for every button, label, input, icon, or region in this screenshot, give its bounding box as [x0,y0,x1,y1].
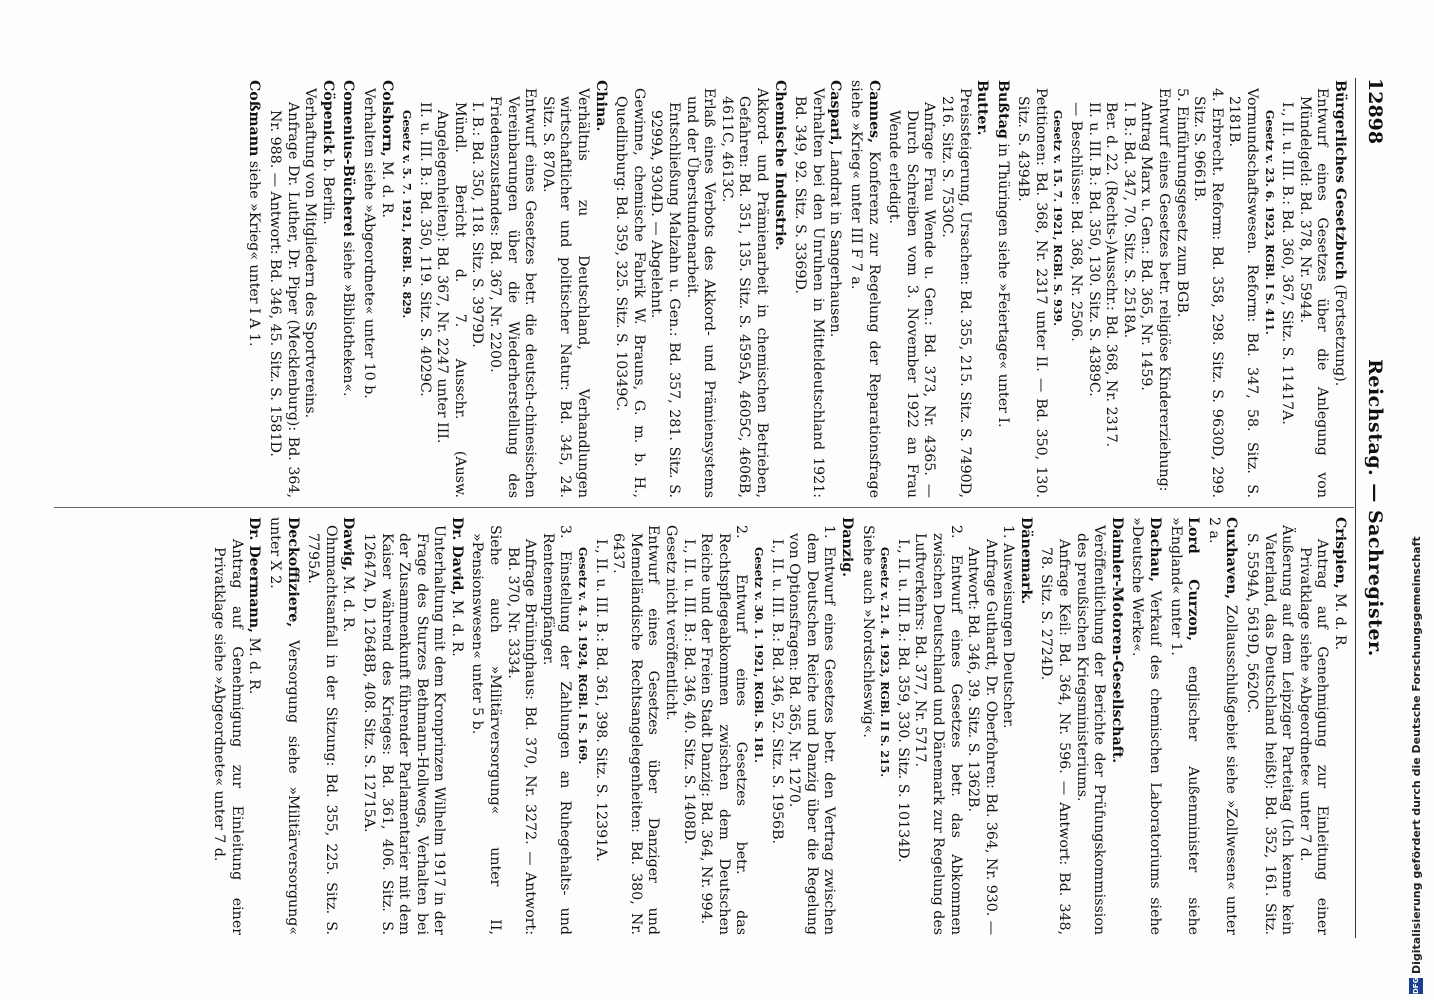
entry-heading: Comenius-Bücherei [340,80,357,237]
entry-heading: Dr. David, [448,517,465,596]
entry-heading: Daimler-Motoren-Gesellschaft. [1108,517,1125,764]
footer [1408,14,1430,994]
left-column [58,80,1348,498]
entry-subline: Akkord- und Prämienarbeit in chemischen Betrieben, Gefahren: Bd. 351, 135. Sitz. S. 4595A, 4605C, 4606B, 4611C, 4613C. [718,88,770,498]
entry-text: M. d. R. [1332,593,1348,651]
index-entry [858,517,1034,935]
entry-subline: Entwurf eines Gesetzes betr. die deutsch-chinesischen Vereinbarungen über die Wiederherstellung des Friedenszustandes: Bd. 367, Nr. 2200. [487,88,539,498]
entry-text: M. d. R. [246,637,263,695]
index-entry [245,80,263,498]
law-reference: Gesetz v. 30. 1. 1921, RGBl. S. 181. [752,547,765,763]
law-reference: Gesetz v. 5. 7. 1921, RGBl. S. 829. [400,110,414,319]
index-entry [612,80,788,498]
entry-heading: Deckoffiziere, [284,517,301,628]
index-entry [398,80,609,498]
entry-subline: I., II. u. III. B.: Bd. 346, 40. Sitz. S. 1408D. [680,539,697,845]
entry-heading: Dr. Deermann, [246,517,263,633]
entry-text: in Thüringen siehe »Feiertage« unter I. [994,143,1011,428]
entry-text: M. d. R. [448,599,465,657]
entry-subline: Entschließung Malzahn u. Gen.: Bd. 357, 281. Sitz. S. 9299A, 9304D. — Abgelehnt. [648,102,683,498]
entry-heading: Bürgerliches Gesetzbuch [1332,80,1348,280]
column-divider [54,507,1354,508]
entry-subline: I. B.: Bd. 350, 118. Sitz. S. 3979D. [469,102,486,348]
law-reference: Gesetz v. 15. 7. 1921, RGBl. S. 939. [1051,110,1065,326]
entry-text: M. d. R. [378,161,395,218]
entry-subline: Verhältnis zu Deutschland, Verhandlungen wirtschaftlicher und politischer Natur: Bd. 345, 24. Sitz. S. 870A. [539,88,592,498]
entry-heading: Cöpenick [319,80,336,154]
entry-subline: 1. Ausweisungen Deutscher. [1000,525,1017,729]
entry-subline: Anfrage Keil: Bd. 364, Nr. 596. — Antwort: Bd. 348, 78. Sitz. S. 2724D. [1038,539,1073,935]
entry-text: Versorgung siehe »Militärversorgung« unter X 2. [266,517,301,935]
entry-subline: Siehe auch »Nordschleswig«. [859,525,876,738]
entry-text: b. Berlin. [319,158,336,225]
right-column [58,517,1348,935]
entry-subline: 3. Einstellung der Zahlungen an Ruhegehalts- und Rentenempfänger. [539,525,574,935]
entry-text: Zollausschlußgebiet siehe »Zollwesen« unter 2 a. [1205,517,1240,935]
index-entry [265,517,300,935]
entry-heading: Cuxhaven, [1223,517,1240,600]
entry-text: (Fortsetzung). [1332,284,1348,387]
entry-heading: Coßmann [246,80,263,157]
entry-subline: 1. Entwurf eines Gesetzes betr. den Vertrag zwischen dem Deutschen Reiche und Danzig über die Regelung von Optionsfragen: Bd. 365, Nr. 1270. [786,525,838,935]
index-entry [1166,517,1201,935]
entry-subline: Antrag Marx u. Gen.: Bd. 365, Nr. 1459. [1138,102,1155,391]
entry-subline: Mündl. Bericht d. 7. Ausschr. (Ausw. Angelegenheiten): Bd. 367, Nr. 2247 unter III. [434,102,468,498]
entry-subline: Anfrage Guthardt, Dr. Oberfohren: Bd. 364, Nr. 930. — Antwort: Bd. 346, 39. Sitz. S. 1362B. [965,539,999,935]
entry-text: Landrat in Sangerhausen. [827,149,844,338]
entry-subline: 5. Einführungsgesetz zum BGB. [1173,88,1190,318]
index-entry [265,80,335,498]
entry-subline: Anfrage Brüninghaus: Bd. 370, Nr. 3272. — Antwort: Bd. 370, Nr. 3334. [504,539,539,935]
entry-heading: Caspari, [827,80,844,146]
entry-heading: Butter. [974,80,991,136]
entry-heading: Dawig, [340,517,357,571]
entry-subline: — Beschlüsse: Bd. 368, Nr. 2506. [1068,102,1085,342]
entry-subline: I., II. u. III. B.: Bd. 360, 367, Sitz. S. 11417A. [1279,102,1296,425]
entry-text: Verkauf des chemischen Laboratoriums siehe »Deutsche Werke«. [1129,517,1164,935]
dfg-logo-icon: DFG [1409,978,1423,994]
header-rule [1355,78,1356,938]
entry-subline: Antrag auf Genehmigung zur Einleitung einer Privatklage siehe »Abgeordnete« unter 7 d. [211,539,245,935]
law-reference: Gesetz v. 21. 4. 1923, RGBl. II S. 215. [878,547,892,778]
entry-heading: Crispien, [1332,517,1348,589]
entry-subline: Ohnmachtsanfall in der Sitzung: Bd. 355, 225. Sitz. S. 7795A. [305,525,339,935]
index-entry [1014,80,1348,498]
entry-text: M. d. R. [340,575,357,633]
entry-subline: 2. Entwurf eines Gesetzes betr. das Rechtspflegeabkommen zwischen dem Deutschen Reiche und der Freien Stadt Danzig: Bd. 364, Nr. 994. [698,525,750,935]
entry-heading: Dänemark. [1017,517,1034,605]
index-entry [993,80,1011,498]
index-entry [210,517,263,935]
index-entry [339,80,357,498]
index-entry [1037,517,1125,935]
entry-subline: Gesetz nicht veröffentlicht. [663,525,680,721]
entry-subline: Verhalten siehe »Abgeordnete« unter 10 b. [360,88,377,399]
entry-heading: Bußtag [994,80,1011,139]
entry-subline: Siehe auch »Militärversorgung« unter II, »Pensionswesen« unter 5 b. [469,525,504,935]
entry-subline: I. B.: Bd. 347, 70. Sitz. S. 2518A. [1120,102,1137,339]
footer-text: Digitalisierung gefördert durch die Deutsche Forschungsgemeinschaft [1410,536,1423,974]
entry-subline: Anfrage Dr. Luther, Dr. Piper (Mecklenburg): Bd. 364, Nr. 988. — Antwort: Bd. 346, 45. Sitz. S. 1581D. [266,102,301,498]
index-entry [359,517,465,935]
entry-subline: Anfrage Frau Wende u. Gen.: Bd. 373, Nr. 4365. — Durch Schreiben vom 3. November 1922 an Frau Wende erledigt. [886,102,938,498]
law-reference: Gesetz v. 23. 6. 1923, RGBl. I S. 411. [1262,110,1276,335]
page-header [1356,78,1386,938]
entry-subline: Entwurf eines Gesetzes betr. religiöse Kindererziehung: [1156,88,1173,492]
entry-subline: Verhaftung von Mitgliedern des Sportvereins. [302,88,319,419]
entry-subline: 4. Erbrecht. Reform: Bd. 358, 298. Sitz. S. 9630D, 299. Sitz. S. 9661B. [1191,88,1225,498]
entry-subline: Unterhaltung mit dem Kronprinzen Wilhelm 1917 in der Frage des Sturzes Bethmann-Hollwegs, Verhalten bei der Zusammenkunft führender Parlamentarier mit dem Kaiser während des Krieges: Bd. 361, 406. Sitz. S. 12647A, D, 12648B, 408. Sitz. S. 12715A. [360,525,448,935]
entry-subline: I., II. u. III. B.: Bd. 346, 52. Sitz. S. 1956B. [768,539,785,845]
entry-heading: China. [592,80,609,132]
index-entry [1242,517,1348,935]
running-title: Reichstag. — Sachregister. [1364,359,1386,657]
entry-text: Konferenz zur Regelung der Reparationsfrage siehe »Krieg« unter III F 7 a. [847,80,882,498]
entry-text: siehe »Krieg« unter I A 1. [246,160,263,347]
entry-subline: Petitionen: Bd. 368, Nr. 2317 unter II. — Bd. 350, 130. Sitz. S. 4394B. [1015,88,1049,498]
entry-subline: Erlaß eines Verbots des Akkord- und Prämiensystems und der Überstundenarbeit. [683,88,718,498]
index-entry [468,517,855,935]
entry-text: siehe »Bibliotheken«. [340,241,357,397]
entry-subline: Entwurf eines Gesetzes über die Anlegung von Mündelgeld: Bd. 378, Nr. 5944. [1296,88,1331,498]
entry-subline: II. u. III. B.: Bd. 350, 130. Sitz. S. 4389C. [1085,102,1102,397]
entry-heading: Lord Curzon, [1185,517,1202,642]
index-entry [1128,517,1163,935]
entry-subline: Verhalten bei den Unruhen in Mitteldeutschland 1921: Bd. 349, 92. Sitz. S. 3369D. [792,88,826,498]
entry-heading: Cannes, [865,80,882,144]
page-number: 12898 [1364,78,1386,145]
entry-subline: 2. Entwurf eines Gesetzes betr. das Abkommen zwischen Deutschland und Dänemark zur Regelung des Luftverkehrs: Bd. 377, Nr. 5717. [912,525,964,935]
entry-subline: Veröffentlichung der Berichte der Prüfungskommission des preußischen Kriegsministeriums. [1073,525,1108,935]
index-entry [1204,517,1239,935]
entry-subline: Äußerung auf dem Leipziger Parteitag (Ich kenne kein Vaterland, das Deutschland heißt): Bd. 352, 161. Sitz. S. 5594A, 5619D, 5620C. [1244,525,1296,935]
index-entry [791,80,844,498]
index-entry [846,80,881,498]
index-entry [885,80,991,498]
entry-subline: Gewinne, chemische Fabrik W. Brauns, G. m. b. H., Quedlinburg: Bd. 359, 325. Sitz. S. 10349C. [613,88,647,498]
entry-text: englischer Außenminister siehe »England« unter 1. [1167,517,1202,935]
entry-subline: Antrag auf Genehmigung zur Einleitung einer Privatklage siehe »Abgeordnete« unter 7 d. [1296,539,1331,935]
entry-subline: Ber. d. 22. (Rechts-)Ausschr.: Bd. 368, Nr. 2317. [1103,102,1120,448]
entry-heading: Colshorn, [378,80,395,157]
index-entry [359,80,394,498]
entry-subline: Vormundschaftswesen. Reform: Bd. 347, 58. Sitz. S. 2181B. [1226,88,1261,498]
entry-subline: II. u. III. B.: Bd. 350, 119. Sitz. S. 4029C. [416,102,433,397]
entry-heading: Chemische Industrie. [771,80,788,251]
entry-heading: Danzig. [838,517,855,578]
entry-subline: Entwurf eines Gesetzes über Danziger und Memelländische Rechtsangelegenheiten: Bd. 380, Nr. 6437. [610,525,662,935]
entry-subline: Preissteigerung, Ursachen: Bd. 355, 215. Sitz. S. 7490D, 216. Sitz. S. 7530C. [938,88,973,498]
entry-subline: I., II. u. III. B.: Bd. 361, 398. Sitz. S. 12391A. [592,539,609,862]
entry-subline: I., II. u. III. B.: Bd. 359, 330. Sitz. S. 10134D. [894,539,911,863]
index-entry [304,517,357,935]
law-reference: Gesetz v. 4. 3. 1924, RGBl. I S. 169. [576,547,590,765]
entry-heading: Dachau, [1147,517,1164,582]
